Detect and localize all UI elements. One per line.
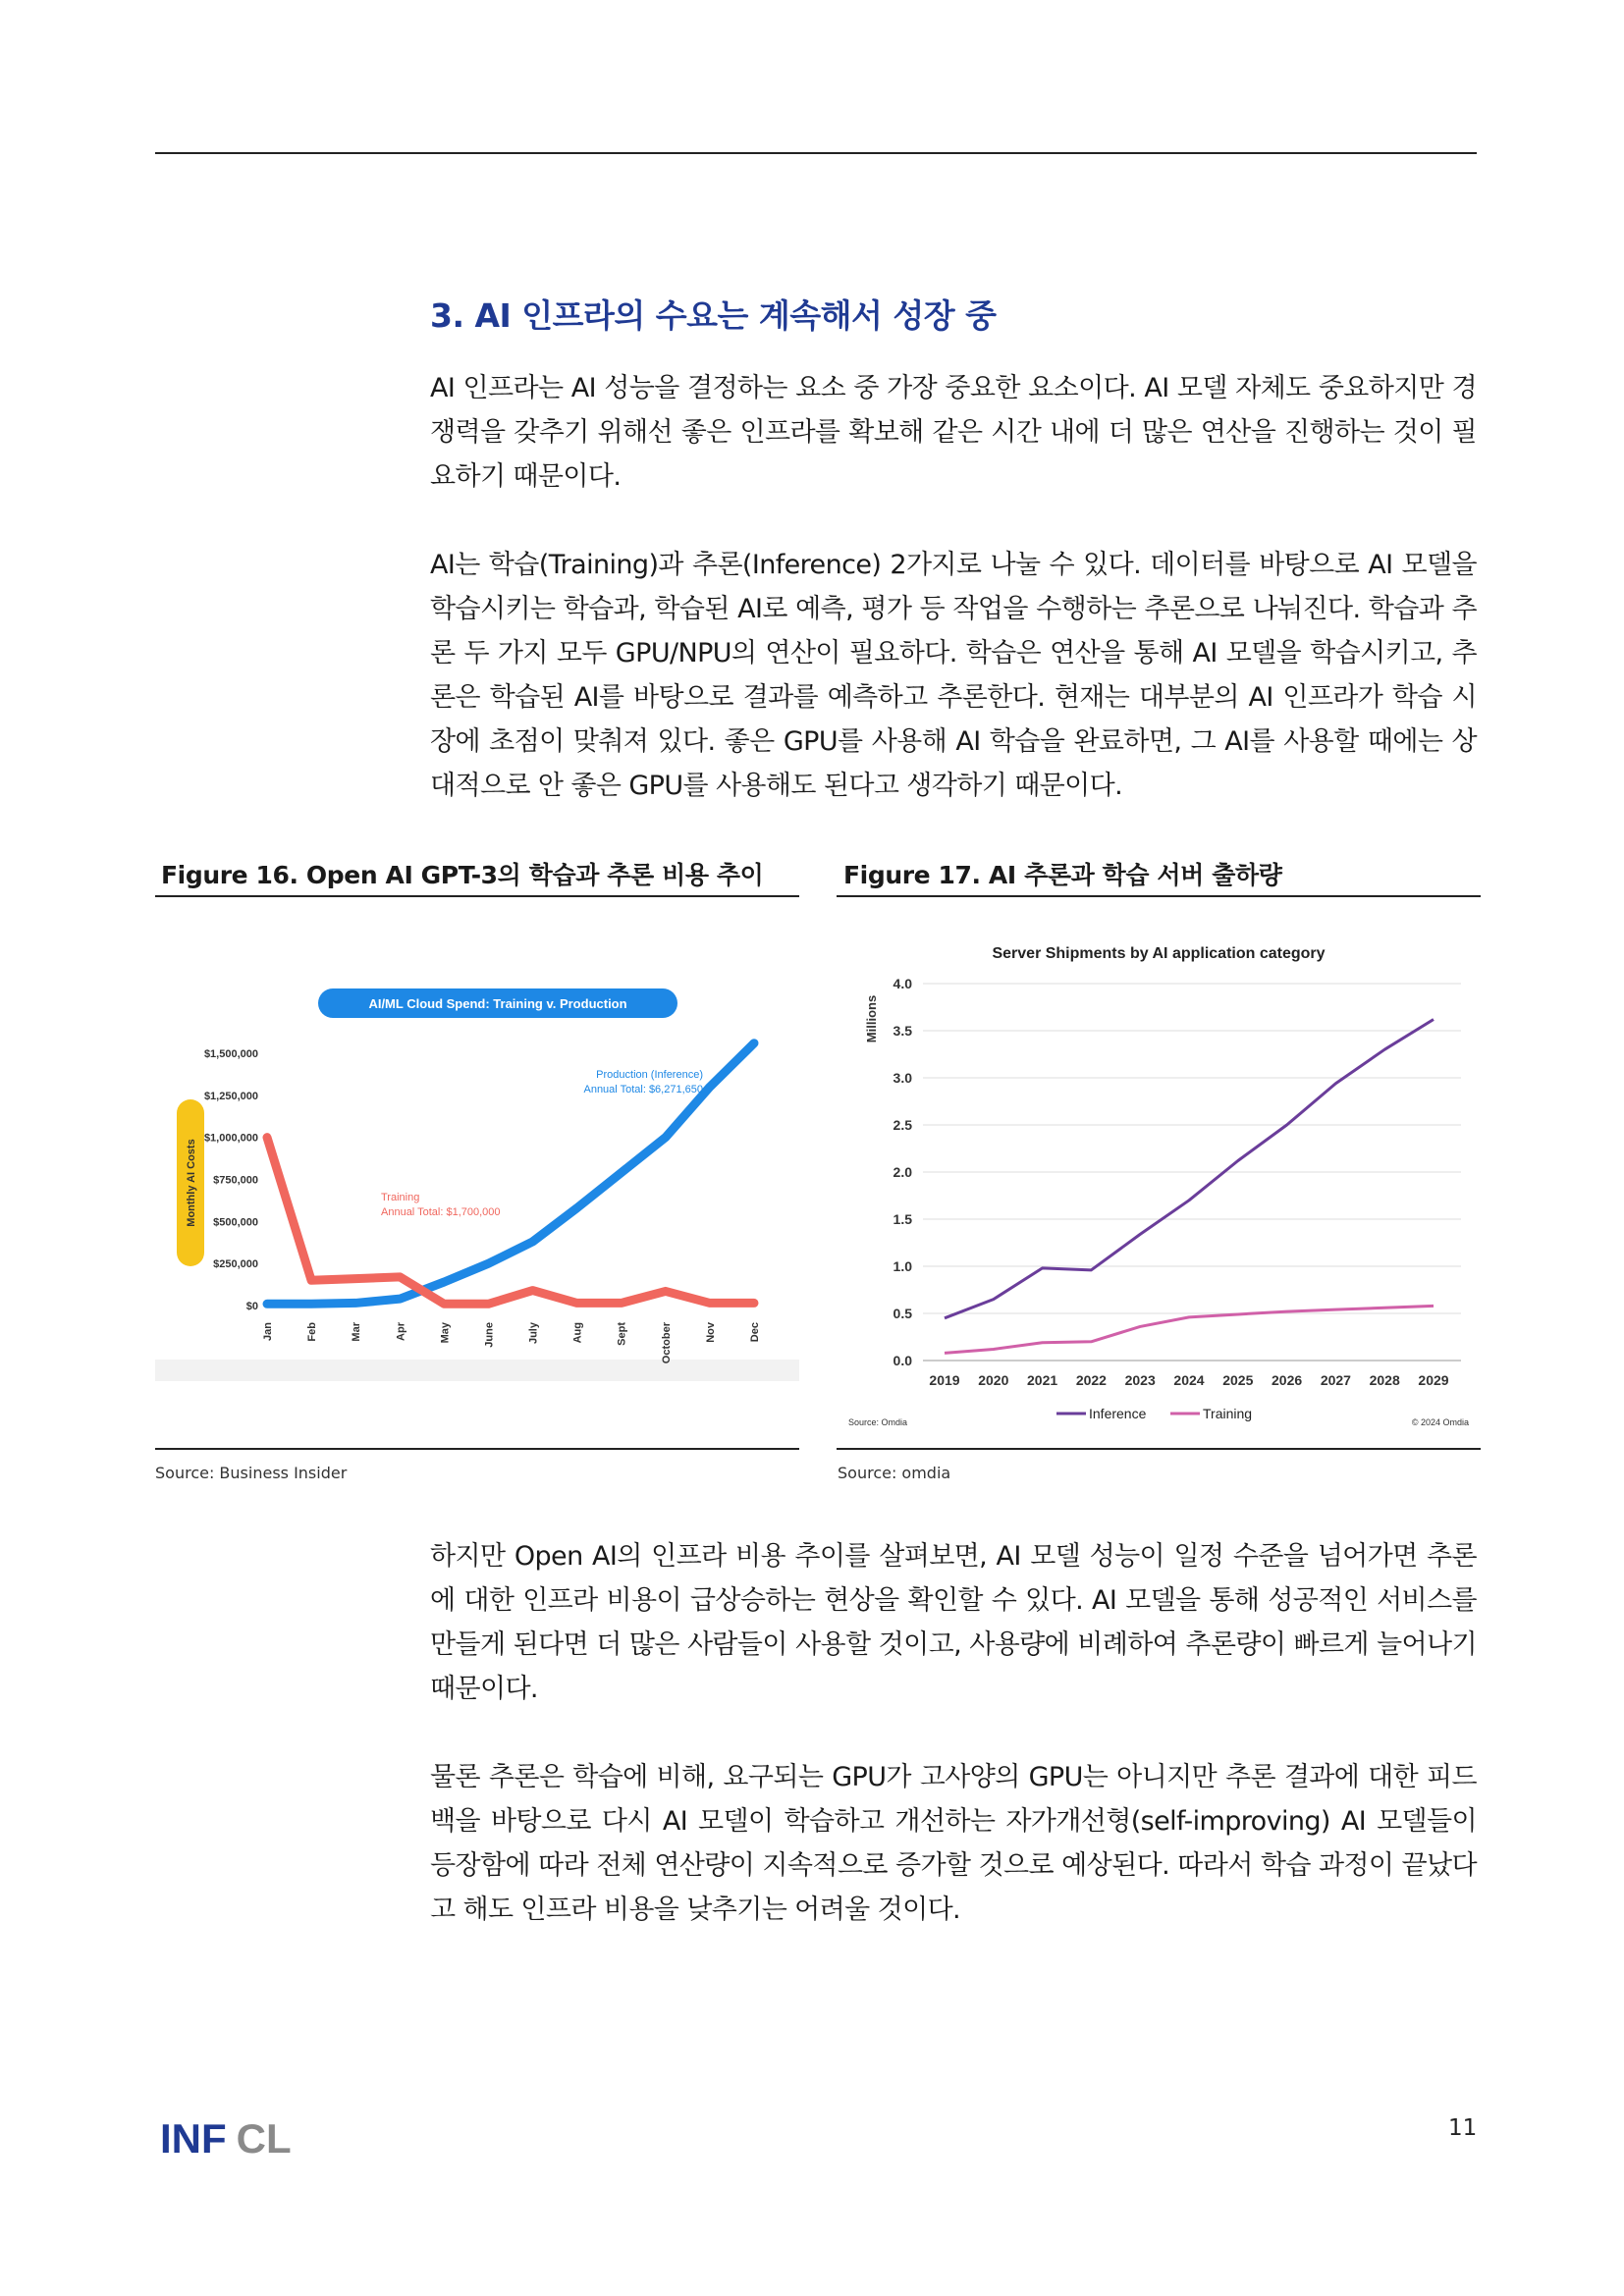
y-tick-label: 0.5 (893, 1306, 912, 1321)
section-heading: 3. AI 인프라의 수요는 계속해서 성장 중 (430, 296, 997, 335)
y-tick-label: 3.5 (893, 1023, 912, 1039)
x-tick-label: 2024 (1173, 1372, 1205, 1388)
chart-title: Server Shipments by AI application category (992, 945, 1326, 962)
chart-bottom-band (155, 1360, 799, 1381)
figure-16-caption: Figure 16. Open AI GPT-3의 학습과 추론 비용 추이 (161, 861, 764, 889)
y-axis-label: Millions (864, 994, 879, 1043)
series-line-production-inference (267, 1043, 754, 1305)
chart-title: AI/ML Cloud Spend: Training v. Production (368, 996, 627, 1011)
figure-16-chart (155, 928, 799, 1381)
paragraph-3: 하지만 Open AI의 인프라 비용 추이를 살펴보면, AI 모델 성능이 일정 수준을 넘어가면 추론에 대한 인프라 비용이 급상승하는 현상을 확인할 수 있다. AI 모델을 통해 성공적인 서비스를 만들게 된다면 더 많은 사람들이 사용할 것이고, 사용량에 비례하여 추론량이 빠르게 늘어나기 때문이다. (430, 1541, 1477, 1704)
y-tick-label: 2.0 (893, 1164, 912, 1180)
y-tick-label: $500,000 (213, 1216, 258, 1229)
x-tick-label: 2022 (1075, 1372, 1107, 1388)
y-tick-label: $1,250,000 (203, 1090, 258, 1102)
x-tick-label: 2029 (1418, 1372, 1449, 1388)
training-annotation-total: Annual Total: $1,700,000 (381, 1206, 501, 1218)
x-tick-label: Jan (262, 1322, 274, 1341)
infcl-logo (160, 2115, 292, 2163)
x-tick-label: 2023 (1124, 1372, 1156, 1388)
y-tick-label: 1.0 (893, 1258, 912, 1274)
x-tick-label: Dec (749, 1322, 761, 1343)
x-tick-label: October (660, 1322, 673, 1364)
y-tick-label: 2.5 (893, 1117, 912, 1133)
page-number: 11 (1448, 2115, 1478, 2141)
top-rule (155, 152, 1477, 154)
figure-17-rule (837, 895, 1481, 897)
x-tick-label: Feb (306, 1322, 319, 1342)
x-tick-label: 2027 (1320, 1372, 1351, 1388)
x-tick-label: May (439, 1322, 452, 1344)
series-line-inference (945, 1019, 1434, 1317)
logo-inf: INF (160, 2115, 227, 2162)
x-tick-label: 2026 (1272, 1372, 1303, 1388)
y-tick-label: 1.5 (893, 1211, 912, 1227)
y-tick-label: $1,000,000 (203, 1132, 258, 1145)
legend-label-inference: Inference (1089, 1406, 1147, 1421)
x-tick-label: Nov (704, 1322, 717, 1343)
paragraph-1: AI 인프라는 AI 성능을 결정하는 요소 중 가장 중요한 요소이다. AI 모델 자체도 중요하지만 경쟁력을 갖추기 위해선 좋은 인프라를 확보해 같은 시간 내에 더 많은 연산을 진행하는 것이 필요하기 때문이다. (430, 373, 1477, 492)
y-tick-label: $1,500,000 (203, 1048, 258, 1060)
y-tick-label: 3.0 (893, 1070, 912, 1086)
series-line-training (267, 1138, 754, 1305)
production-annotation-name: Production (Inference) (596, 1069, 703, 1081)
figure-17-bottom-rule (837, 1448, 1481, 1450)
figure-16-bottom-rule (155, 1448, 799, 1450)
x-tick-label: 2019 (929, 1372, 960, 1388)
chart-source-note: Source: Omdia (848, 1417, 908, 1427)
x-tick-label: 2020 (978, 1372, 1009, 1388)
training-annotation-name: Training (381, 1192, 420, 1203)
training-vs-production-chart (155, 928, 799, 1381)
x-tick-label: July (527, 1322, 540, 1345)
y-tick-label: $750,000 (213, 1174, 258, 1187)
paragraph-4: 물론 추론은 학습에 비해, 요구되는 GPU가 고사양의 GPU는 아니지만 추론 결과에 대한 피드백을 바탕으로 다시 AI 모델이 학습하고 개선하는 자가개선형(self-improving) AI 모델들이 등장함에 따라 전체 연산량이 지속적으로 증가할 것으로 예상된다. 따라서 학습 과정이 끝났다고 해도 인프라 비용을 낮추기는 어려울 것이다. (430, 1762, 1477, 1925)
production-annotation-total: Annual Total: $6,271,650 (583, 1084, 703, 1095)
figure-17-caption: Figure 17. AI 추론과 학습 서버 출하량 (843, 861, 1282, 889)
x-tick-label: Sept (616, 1322, 628, 1346)
figure-17-chart (837, 923, 1481, 1443)
figure-16-rule (155, 895, 799, 897)
paragraph-2: AI는 학습(Training)과 추론(Inference) 2가지로 나눌 수 있다. 데이터를 바탕으로 AI 모델을 학습시키는 학습과, 학습된 AI로 예측, 평가 등 작업을 수행하는 추론으로 나눠진다. 학습과 추론 두 가지 모두 GPU/NPU의 연산이 필요하다. 학습은 연산을 통해 AI 모델을 학습시키고, 추론은 학습된 AI를 바탕으로 결과를 예측하고 추론한다. 현재는 대부분의 AI 인프라가 학습 시장에 초점이 맞춰져 있다. 좋은 GPU를 사용해 AI 학습을 완료하면, 그 AI를 사용할 때에는 상대적으로 안 좋은 GPU를 사용해도 된다고 생각하기 때문이다. (430, 550, 1477, 801)
figure-16-source: Source: Business Insider (155, 1464, 348, 1482)
x-tick-label: Apr (395, 1322, 407, 1341)
y-tick-label: $250,000 (213, 1258, 258, 1271)
y-axis-label: Monthly AI Costs (186, 1139, 197, 1227)
x-tick-label: Mar (351, 1322, 363, 1342)
legend-label-training: Training (1203, 1406, 1253, 1421)
y-tick-label: 4.0 (893, 976, 912, 991)
x-tick-label: 2028 (1369, 1372, 1400, 1388)
y-tick-label: $0 (245, 1301, 258, 1312)
x-tick-label: Aug (571, 1322, 584, 1344)
figure-17-source: Source: omdia (838, 1464, 951, 1482)
chart-copyright: © 2024 Omdia (1411, 1417, 1469, 1427)
server-shipments-chart (837, 923, 1481, 1443)
y-tick-label: 0.0 (893, 1353, 912, 1368)
x-tick-label: 2025 (1222, 1372, 1254, 1388)
logo-cl: CL (236, 2115, 292, 2162)
x-tick-label: June (483, 1322, 496, 1348)
x-tick-label: 2021 (1027, 1372, 1058, 1388)
